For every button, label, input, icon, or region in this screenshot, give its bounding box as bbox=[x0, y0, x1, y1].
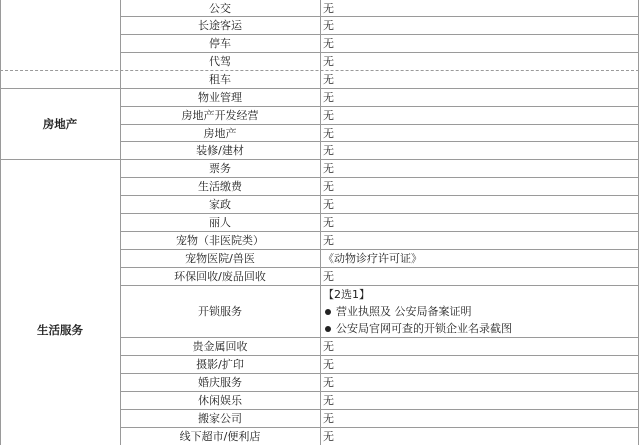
item-value: 无 bbox=[323, 270, 334, 283]
item-value: 无 bbox=[323, 180, 334, 193]
item-name: 代驾 bbox=[209, 55, 231, 68]
item-value: 无 bbox=[323, 412, 334, 425]
item-value: 无 bbox=[323, 55, 334, 68]
item-name: 开锁服务 bbox=[198, 305, 242, 318]
item-value: 无 bbox=[323, 358, 334, 371]
item-value: 无 bbox=[323, 73, 334, 86]
bullet-icon bbox=[325, 309, 331, 315]
item-value: 无 bbox=[323, 234, 334, 247]
item-name: 摄影/扩印 bbox=[196, 358, 244, 371]
item-name: 租车 bbox=[209, 73, 231, 86]
item-value: 无 bbox=[323, 19, 334, 32]
item-value: 无 bbox=[323, 162, 334, 175]
item-value: 无 bbox=[323, 2, 334, 15]
item-name: 线下超市/便利店 bbox=[179, 430, 261, 443]
item-name: 长途客运 bbox=[198, 19, 242, 32]
item-value: 无 bbox=[323, 37, 334, 50]
item-name: 房地产 bbox=[203, 127, 237, 140]
item-name: 环保回收/废品回收 bbox=[174, 270, 266, 283]
item-name: 宠物（非医院类） bbox=[176, 234, 264, 247]
item-value: 无 bbox=[323, 127, 334, 140]
item-name: 公交 bbox=[209, 2, 231, 15]
item-value-multiline bbox=[323, 286, 638, 337]
item-value: 无 bbox=[323, 198, 334, 211]
value-line: 【2选1】 bbox=[323, 288, 370, 301]
item-name: 家政 bbox=[209, 198, 231, 211]
item-value: 无 bbox=[323, 376, 334, 389]
item-name: 贵金属回收 bbox=[192, 340, 248, 353]
item-value: 无 bbox=[323, 109, 334, 122]
item-value: 无 bbox=[323, 91, 334, 104]
item-value: 无 bbox=[323, 340, 334, 353]
item-value: 无 bbox=[323, 394, 334, 407]
item-name: 搬家公司 bbox=[198, 412, 242, 425]
bullet-icon bbox=[325, 326, 331, 332]
item-value: 无 bbox=[323, 144, 334, 157]
item-name: 票务 bbox=[209, 162, 231, 175]
item-name: 房地产开发经营 bbox=[181, 109, 259, 122]
item-name: 休闲娱乐 bbox=[198, 394, 242, 407]
item-name: 装修/建材 bbox=[196, 144, 244, 157]
item-name: 物业管理 bbox=[198, 91, 242, 104]
table-border-right bbox=[638, 0, 639, 445]
item-name: 生活缴费 bbox=[198, 180, 242, 193]
table-border-left bbox=[0, 0, 1, 445]
item-name: 停车 bbox=[209, 37, 231, 50]
column-divider-item bbox=[320, 0, 321, 445]
item-name: 婚庆服务 bbox=[198, 376, 242, 389]
value-line-bullet: 营业执照及 公安局备案证明 bbox=[323, 303, 638, 320]
item-name: 宠物医院/兽医 bbox=[185, 252, 255, 265]
category-life-services: 生活服务 bbox=[37, 323, 83, 337]
value-line-bullet: 公安局官网可查的开锁企业名录截图 bbox=[323, 320, 638, 337]
item-value: 无 bbox=[323, 216, 334, 229]
item-value: 《动物诊疗许可证》 bbox=[323, 252, 422, 265]
item-name: 丽人 bbox=[209, 216, 231, 229]
item-value: 无 bbox=[323, 430, 334, 443]
category-real-estate: 房地产 bbox=[42, 117, 78, 131]
